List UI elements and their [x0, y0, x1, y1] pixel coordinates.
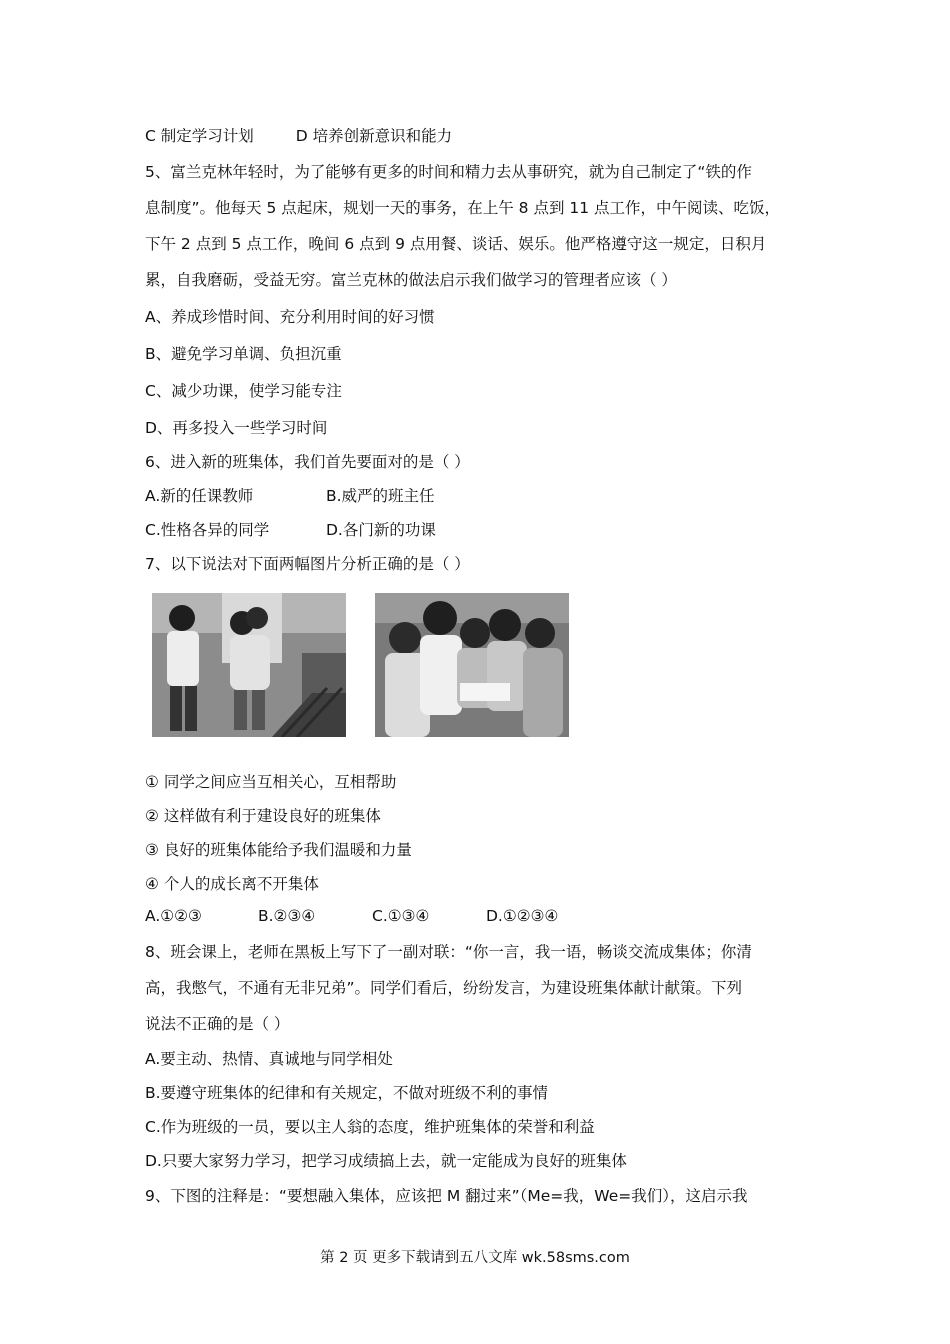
q7-statement-4: ④ 个人的成长离不开集体 — [145, 875, 319, 893]
q4-option-c: C 制定学习计划 — [145, 127, 254, 145]
photo-group-reading — [375, 593, 569, 737]
q6-option-d: D.各门新的功课 — [326, 521, 436, 539]
q6-stem: 6、进入新的班集体，我们首先要面对的是（ ） — [145, 453, 470, 471]
q7-option-d: D.①②③④ — [486, 907, 559, 925]
q8-option-d: D.只要大家努力学习，把学习成绩搞上去，就一定能成为良好的班集体 — [145, 1152, 627, 1170]
q7-statement-1: ① 同学之间应当互相关心，互相帮助 — [145, 773, 397, 791]
q5-option-b: B、避免学习单调、负担沉重 — [145, 345, 342, 363]
q4-option-line — [145, 126, 452, 146]
q7-statement-3: ③ 良好的班集体能给予我们温暖和力量 — [145, 841, 412, 859]
photo-stairs — [152, 593, 346, 737]
q6-option-c: C.性格各异的同学 — [145, 521, 270, 539]
q8-option-b: B.要遵守班集体的纪律和有关规定，不做对班级不利的事情 — [145, 1084, 549, 1102]
q8-option-a: A.要主动、热情、真诚地与同学相处 — [145, 1050, 393, 1068]
q5-option-c: C、减少功课，使学习能专注 — [145, 382, 342, 400]
q6-option-a: A.新的任课教师 — [145, 487, 254, 505]
q7-option-a: A.①②③ — [145, 907, 202, 925]
q5-option-a: A、养成珍惜时间、充分利用时间的好习惯 — [145, 308, 435, 326]
q4-option-d: D 培养创新意识和能力 — [295, 127, 453, 145]
q7-stem: 7、以下说法对下面两幅图片分析正确的是（ ） — [145, 555, 470, 573]
q9-stem: 9、下图的注释是：“要想融入集体，应该把 M 翻过来”（Me=我，We=我们），这启示我 — [145, 1187, 748, 1205]
page-footer: 第 2 页 更多下载请到五八文库 wk.58sms.com — [320, 1250, 630, 1266]
q8-stem-line-2: 高，我憋气，不通有无非兄弟”。同学们看后，纷纷发言，为建设班集体献计献策。下列 — [145, 979, 743, 997]
q7-option-c: C.①③④ — [372, 907, 430, 925]
q8-stem-line-3: 说法不正确的是（ ） — [145, 1015, 290, 1033]
q7-statement-2: ② 这样做有利于建设良好的班集体 — [145, 807, 381, 825]
q6-option-b: B.威严的班主任 — [326, 487, 435, 505]
q5-stem-line-2: 息制度”。他每天 5 点起床，规划一天的事务，在上午 8 点到 11 点工作，中午阅读、吃饭， — [145, 199, 781, 217]
q7-option-b: B.②③④ — [258, 907, 316, 925]
q8-stem-line-1: 8、班会课上，老师在黑板上写下了一副对联：“你一言，我一语，畅谈交流成集体；你清 — [145, 943, 752, 961]
q8-option-c: C.作为班级的一员，要以主人翁的态度，维护班集体的荣誉和利益 — [145, 1118, 595, 1136]
q5-stem-line-1: 5、富兰克林年轻时，为了能够有更多的时间和精力去从事研究，就为自己制定了“铁的作 — [145, 163, 752, 181]
q5-option-d: D、再多投入一些学习时间 — [145, 419, 328, 437]
q5-stem-line-3: 下午 2 点到 5 点工作，晚间 6 点到 9 点用餐、谈话、娱乐。他严格遵守这一规定，日积月 — [145, 235, 767, 253]
q5-stem-line-4: 累，自我磨砺，受益无穷。富兰克林的做法启示我们做学习的管理者应该（ ） — [145, 271, 677, 289]
